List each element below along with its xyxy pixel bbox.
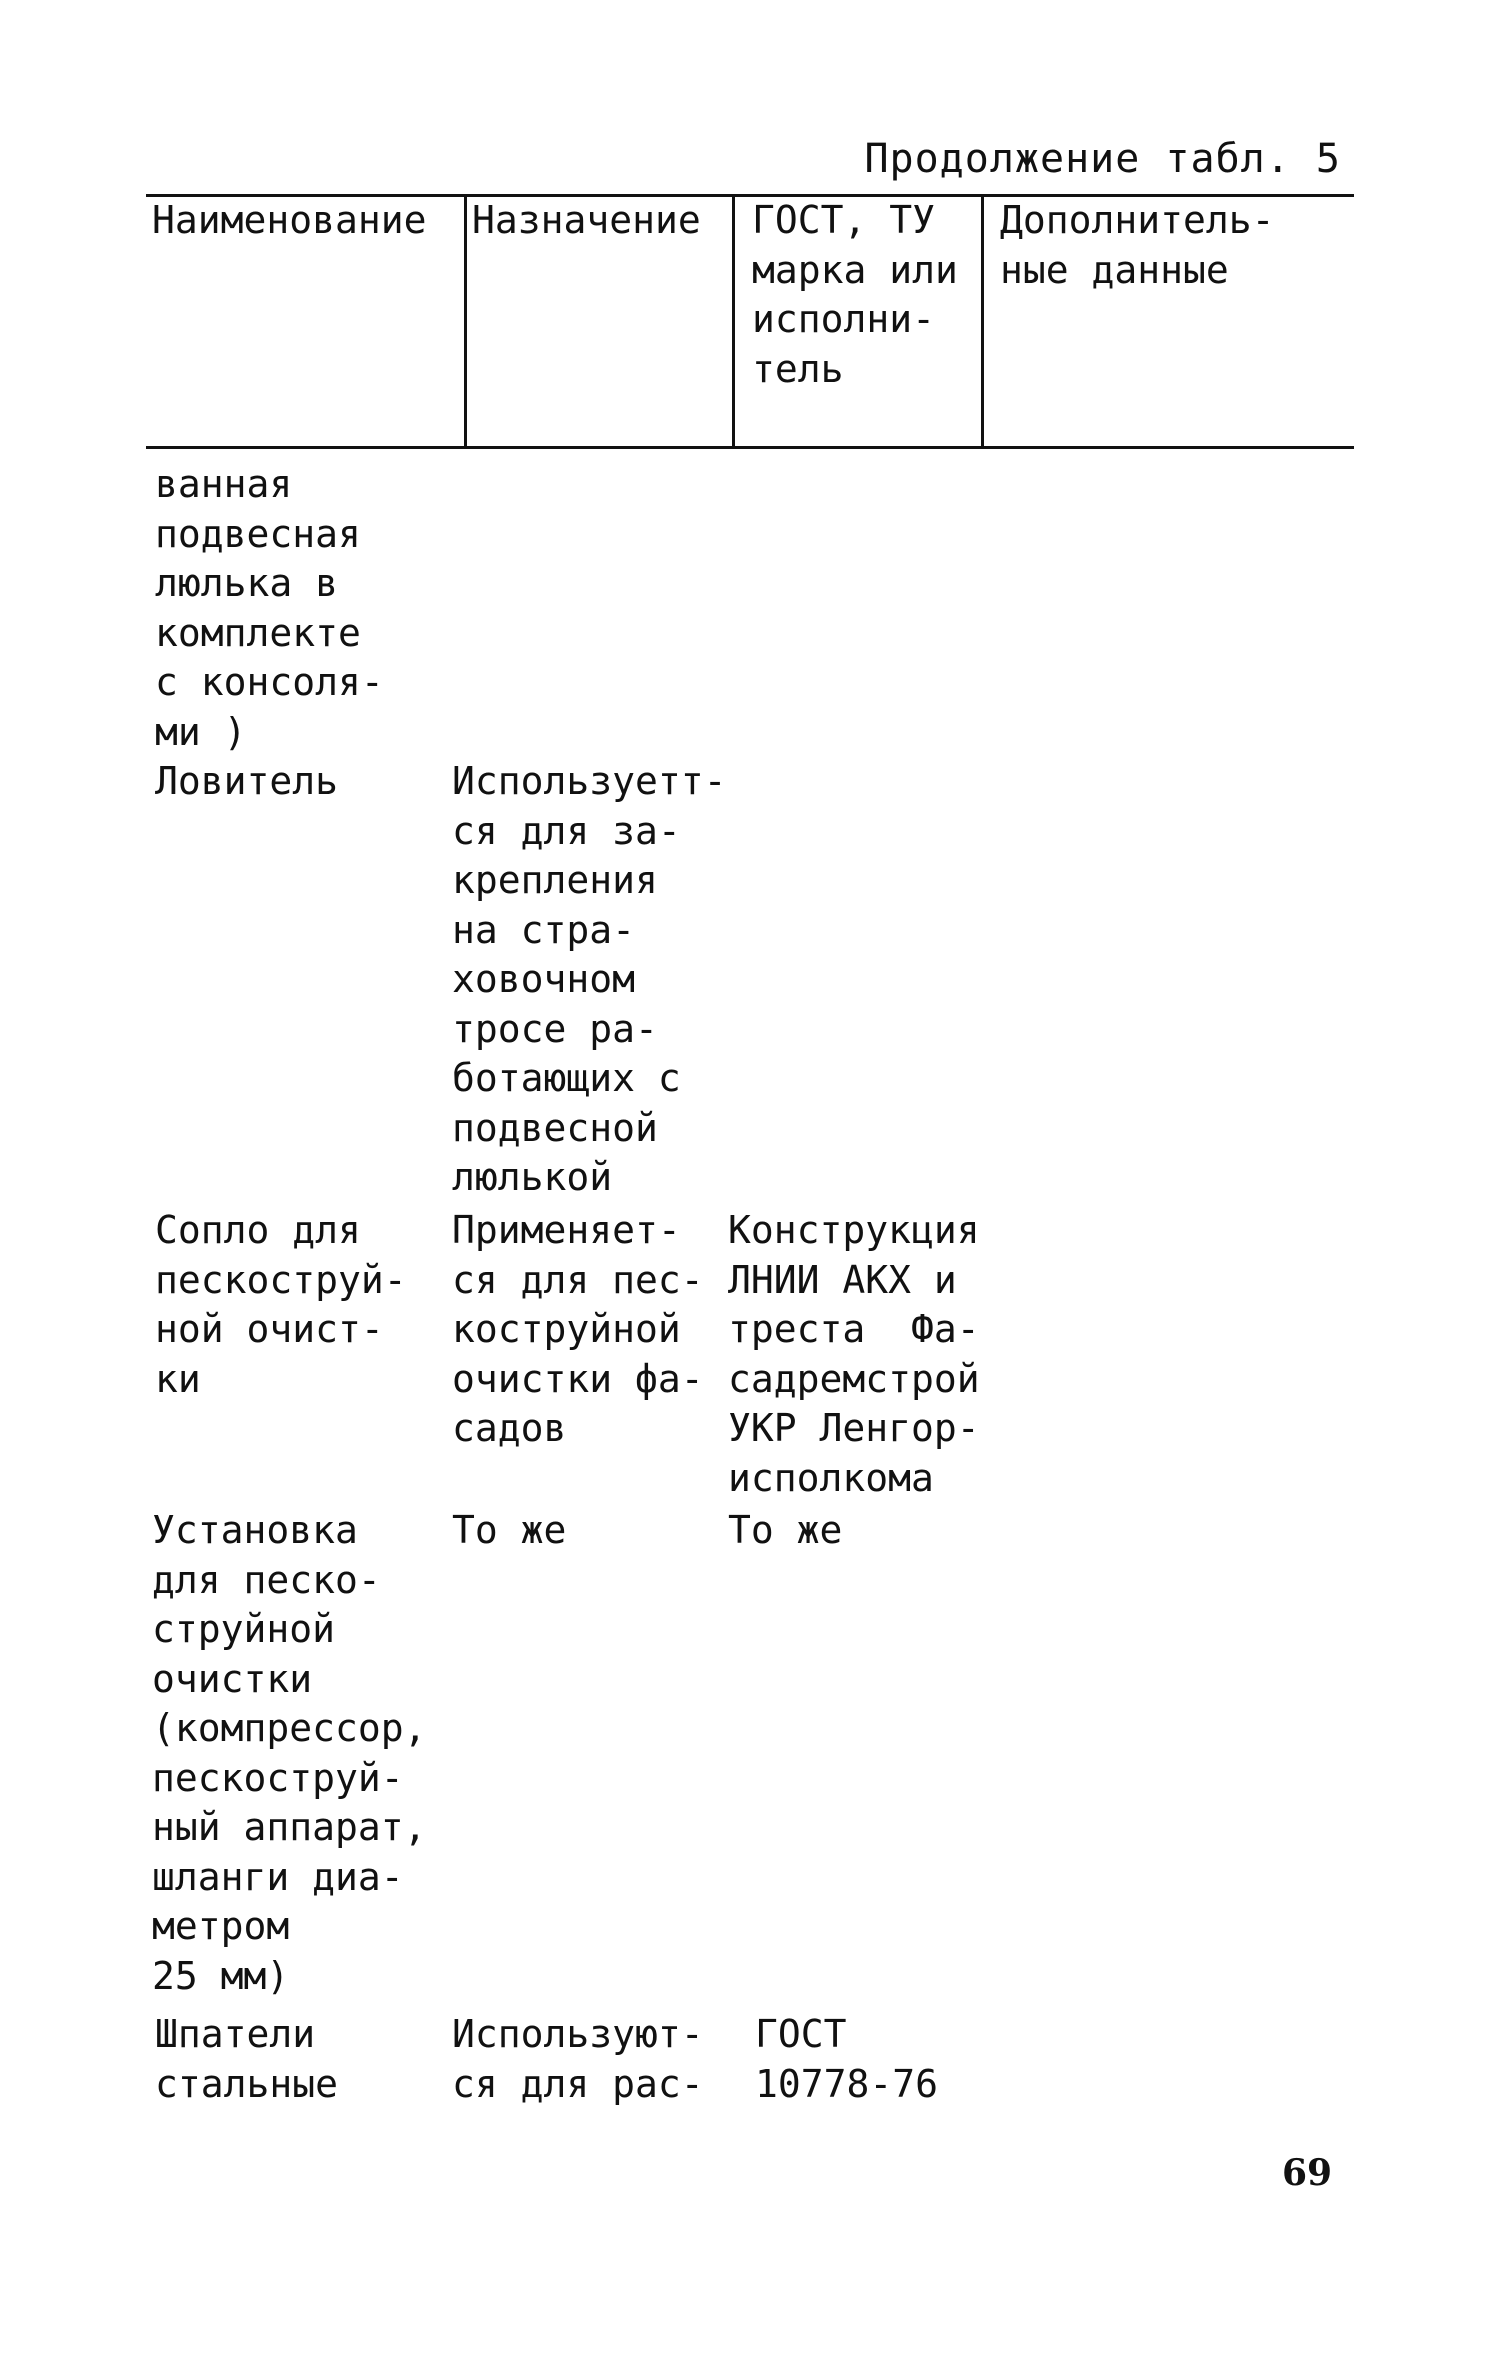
table-header-rule xyxy=(146,446,1354,449)
table-caption: Продолжение табл. 5 xyxy=(864,136,1341,182)
row-nozzle-purpose: Применяет- ся для пес- коструйной очистки фа- садов xyxy=(452,1208,704,1450)
column-divider-3 xyxy=(981,196,984,448)
row-spatula-gost: ГОСТ 10778-76 xyxy=(755,2012,939,2106)
row-catcher-purpose: Используетт- ся для за- крепления на стра- ховочном тросе ра- ботающих с подвесной люлькой xyxy=(452,759,727,1199)
row-nozzle-gost: Конструкция ЛНИИ АКХ и треста Фа- садремстрой УКР Ленгор- исполкома xyxy=(728,1208,980,1500)
row-spatula-purpose: Используют- ся для рас- xyxy=(452,2012,704,2106)
row-installation-name: Установка для песко- струйной очистки (компрессор, пескоструй- ный аппарат, шланги диа- метром 25 мм) xyxy=(152,1508,427,1998)
row-spatula-name: Шпатели стальные xyxy=(155,2012,339,2106)
header-purpose: Назначение xyxy=(472,198,701,242)
row-nozzle-name: Сопло для пескоструй- ной очист- ки xyxy=(155,1208,407,1401)
header-gost: ГОСТ, ТУ марка или исполни- тель xyxy=(752,198,958,391)
header-name: Наименование xyxy=(152,198,427,242)
row-installation-purpose: То же xyxy=(452,1508,567,1552)
column-divider-2 xyxy=(732,196,735,448)
page-number: 69 xyxy=(1282,2152,1333,2194)
row-installation-gost: То же xyxy=(728,1508,843,1552)
column-divider-1 xyxy=(464,196,467,448)
header-extra: Дополнитель- ные данные xyxy=(1000,198,1275,292)
row-catcher-name: Ловитель xyxy=(155,759,339,803)
row-cradle-name: ванная подвесная люлька в комплекте с консоля- ми ) xyxy=(155,462,384,754)
